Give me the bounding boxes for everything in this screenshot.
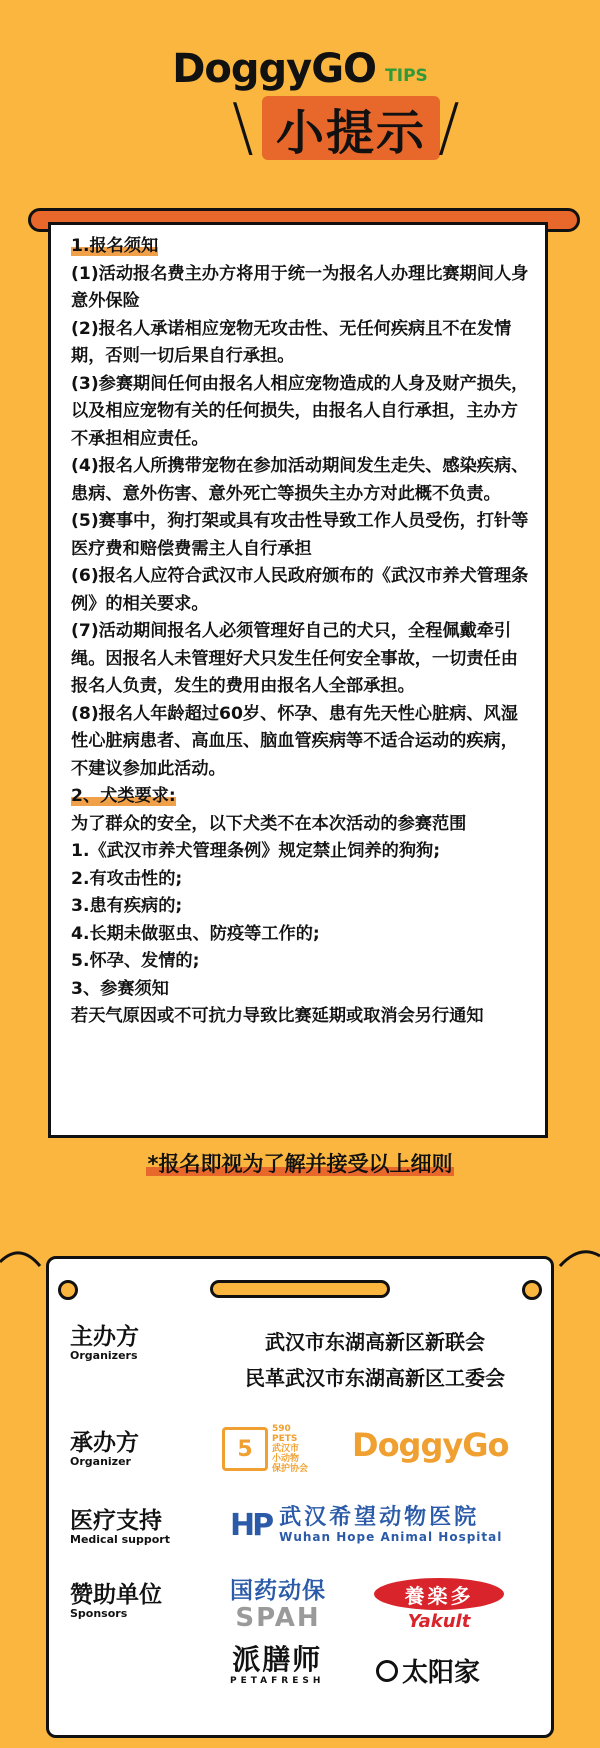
rule-item: 若天气原因或不可抗力导致比赛延期或取消会另行通知: [71, 1006, 484, 1026]
rule-item: (2)报名人承诺相应宠物无攻击性、无任何疾病且不在发情期，否则一切后果自行承担。: [71, 318, 512, 366]
rule-item: (7)活动期间报名人必须管理好自己的犬只，全程佩戴牵引绳。因报名人未管理好犬只发生任何安全事故，一切责任由报名人负责，发生的费用由报名人全部承担。: [71, 621, 518, 696]
right-slash-decoration: /: [438, 91, 460, 165]
sponsors-label: 赞助单位 Sponsors: [70, 1582, 162, 1620]
spah-logo: 国药动保 SPAH: [230, 1578, 326, 1633]
section-heading: 1.报名须知: [71, 236, 159, 256]
rule-item: 1.《武汉市养犬管理条例》规定禁止饲养的狗狗;: [71, 841, 441, 861]
doggygo-logo: DoggyGo: [352, 1426, 509, 1464]
rule-item: (3)参赛期间任何由报名人相应宠物造成的人身及财产损失，以及相应宠物有关的任何损失，由报名人自行承担，主办方不承担相应责任。: [71, 373, 529, 449]
page-title: 小提示: [262, 96, 440, 160]
organizer-label: 承办方 Organizer: [70, 1430, 139, 1468]
notice-text: *报名即视为了解并接受以上细则: [147, 1152, 453, 1176]
rule-item: 2.有攻击性的;: [71, 868, 183, 889]
ring-icon: [376, 1660, 398, 1682]
hanging-hole-decoration: [58, 1280, 78, 1300]
yakult-logo: 養楽多 Yakult: [374, 1578, 504, 1634]
rule-item: 5.怀孕、发情的;: [71, 951, 200, 971]
rule-item: (5)赛事中，狗打架或具有攻击性导致工作人员受伤，打针等医疗费和赔偿费需主人自行承担: [71, 511, 529, 559]
left-slash-decoration: \: [232, 91, 254, 165]
section-heading: 2、犬类要求:: [71, 786, 176, 806]
card-rod-decoration: [210, 1280, 390, 1298]
taiyangjia-logo: 太阳家: [376, 1652, 480, 1689]
petafresh-logo: 派膳师 PETAFRESH: [230, 1643, 325, 1686]
hanging-hole-decoration: [522, 1280, 542, 1300]
hope-mark-icon: HP: [230, 1507, 272, 1543]
rules-panel: [48, 222, 548, 1138]
title-row: [0, 91, 600, 166]
rule-item: 4.长期未做驱虫、防疫等工作的;: [71, 923, 320, 944]
rule-item: (1)活动报名费主办方将用于统一为报名人办理比赛期间人身意外保险: [71, 263, 529, 311]
pets590-logo: 5 590 PETS 武汉市 小动物 保护协会: [222, 1424, 308, 1474]
organizer-name: 武汉市东湖高新区新联会: [265, 1330, 485, 1354]
rule-item: 为了群众的安全，以下犬类不在本次活动的参赛范围: [71, 813, 467, 834]
header-brand: [0, 46, 600, 92]
section-heading: 3、参赛须知: [71, 978, 169, 999]
rule-item: (4)报名人所携带宠物在参加活动期间发生走失、感染疾病、患病、意外伤害、意外死亡等损失主办方对此概不负责。: [71, 456, 529, 504]
rule-item: 3.患有疾病的;: [71, 896, 183, 916]
hope-hospital-logo: HP 武汉希望动物医院 Wuhan Hope Animal Hospital: [230, 1505, 503, 1544]
brand-logo: DoggyGO: [172, 46, 377, 92]
organizer-name: 民革武汉市东湖高新区工委会: [245, 1366, 505, 1390]
organizers-names: [210, 1324, 540, 1396]
rule-item: (6)报名人应符合武汉市人民政府颁布的《武汉市养犬管理条例》的相关要求。: [71, 566, 529, 614]
organizers-label: 主办方 Organizers: [70, 1324, 139, 1362]
medical-label: 医疗支持 Medical support: [70, 1508, 170, 1546]
tips-label: TIPS: [385, 66, 428, 86]
rule-item: (8)报名人年龄超过60岁、怀孕、患有先天性心脏病、风湿性心脏病患者、高血压、脑血管疾病等不适合运动的疾病，不建议参加此活动。: [71, 703, 518, 779]
